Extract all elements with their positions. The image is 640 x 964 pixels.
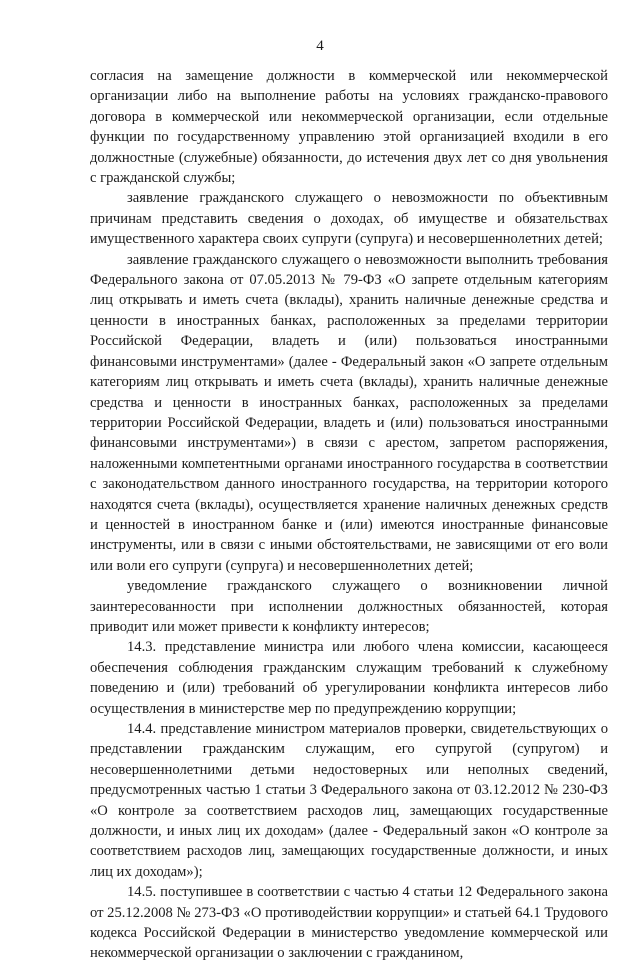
page-number: 4 (316, 38, 324, 54)
paragraph-statement-income-info: заявление гражданского служащего о невозможности по объективным причинам представить сведения о доходах, об имуществе и обязательствах имущественного характера своих супруги (супруга) и несовершеннолетних детей; (90, 190, 608, 248)
paragraph-clause-14-5: 14.5. поступившее в соответствии с частью 4 статьи 12 Федерального закона от 25.12.2008 № 273-ФЗ «О противодействии коррупции» и статьей 64.1 Трудового кодекса Российской Федерации в министерство уведомление коммерческой или некоммерческой организации о заключении с гражданином, (90, 884, 608, 962)
paragraph-statement-foreign-accounts: заявление гражданского служащего о невозможности выполнить требования Федерального закона от 07.05.2013 № 79-ФЗ «О запрете отдельным категориям лиц открывать и иметь счета (вклады), хранить наличные денежные средства и ценности в иностранных банках, расположенных за пределами территории Российской Федерации, владеть и (или) пользоваться иностранными финансовыми инструментами» (далее - Федеральный закон «О запрете отдельным категориям лиц открывать и иметь счета (вклады), хранить наличные денежные средства и ценности в иностранных банках, расположенных за пределами территории Российской Федерации, владеть и (или) пользоваться иностранными финансовыми инструментами») в связи с арестом, запретом распоряжения, наложенными компетентными органами иностранного государства в соответствии с законодательством данного иностранного государства, на территории которого находятся счета (вклады), осуществляется хранение наличных денежных средств и ценностей в иностранном банке и (или) имеются иностранные финансовые инструменты, или в связи с иными обстоятельствами, не зависящими от его воли или воли его супруги (супруга) и несовершеннолетних детей; (90, 251, 608, 574)
paragraph-clause-14-3: 14.3. представление министра или любого члена комиссии, касающееся обеспечения соблюдения гражданским служащим требований к служебному поведению и (или) требований об урегулировании конфликта интересов либо осуществления в министерстве мер по предупреждению коррупции; (90, 639, 608, 717)
paragraph-notice-conflict-of-interest: уведомление гражданского служащего о возникновении личной заинтересованности при исполнении должностных обязанностей, которая приводит или может привести к конфликту интересов; (90, 578, 608, 635)
document-body (90, 66, 608, 964)
paragraph-continuation: согласия на замещение должности в коммерческой или некоммерческой организации либо на выполнение работы на условиях гражданско-правового договора в коммерческой или некоммерческой организации, если отдельные функции по государственному управлению этой организацией входили в его должностные (служебные) обязанности, до истечения двух лет со дня увольнения с гражданской службы; (90, 68, 608, 187)
paragraph-clause-14-4: 14.4. представление министром материалов проверки, свидетельствующих о представлении гражданским служащим, его супругой (супругом) и несовершеннолетними детьми недостоверных или неполных сведений, предусмотренных частью 1 статьи 3 Федерального закона от 03.12.2012 № 230-ФЗ «О контроле за соответствием расходов лиц, замещающих государственные должности, и иных лиц их доходам» (далее - Федеральный закон «О контроле за соответствием расходов лиц, замещающих государственные должности, и иных лиц их доходам»); (90, 721, 608, 880)
